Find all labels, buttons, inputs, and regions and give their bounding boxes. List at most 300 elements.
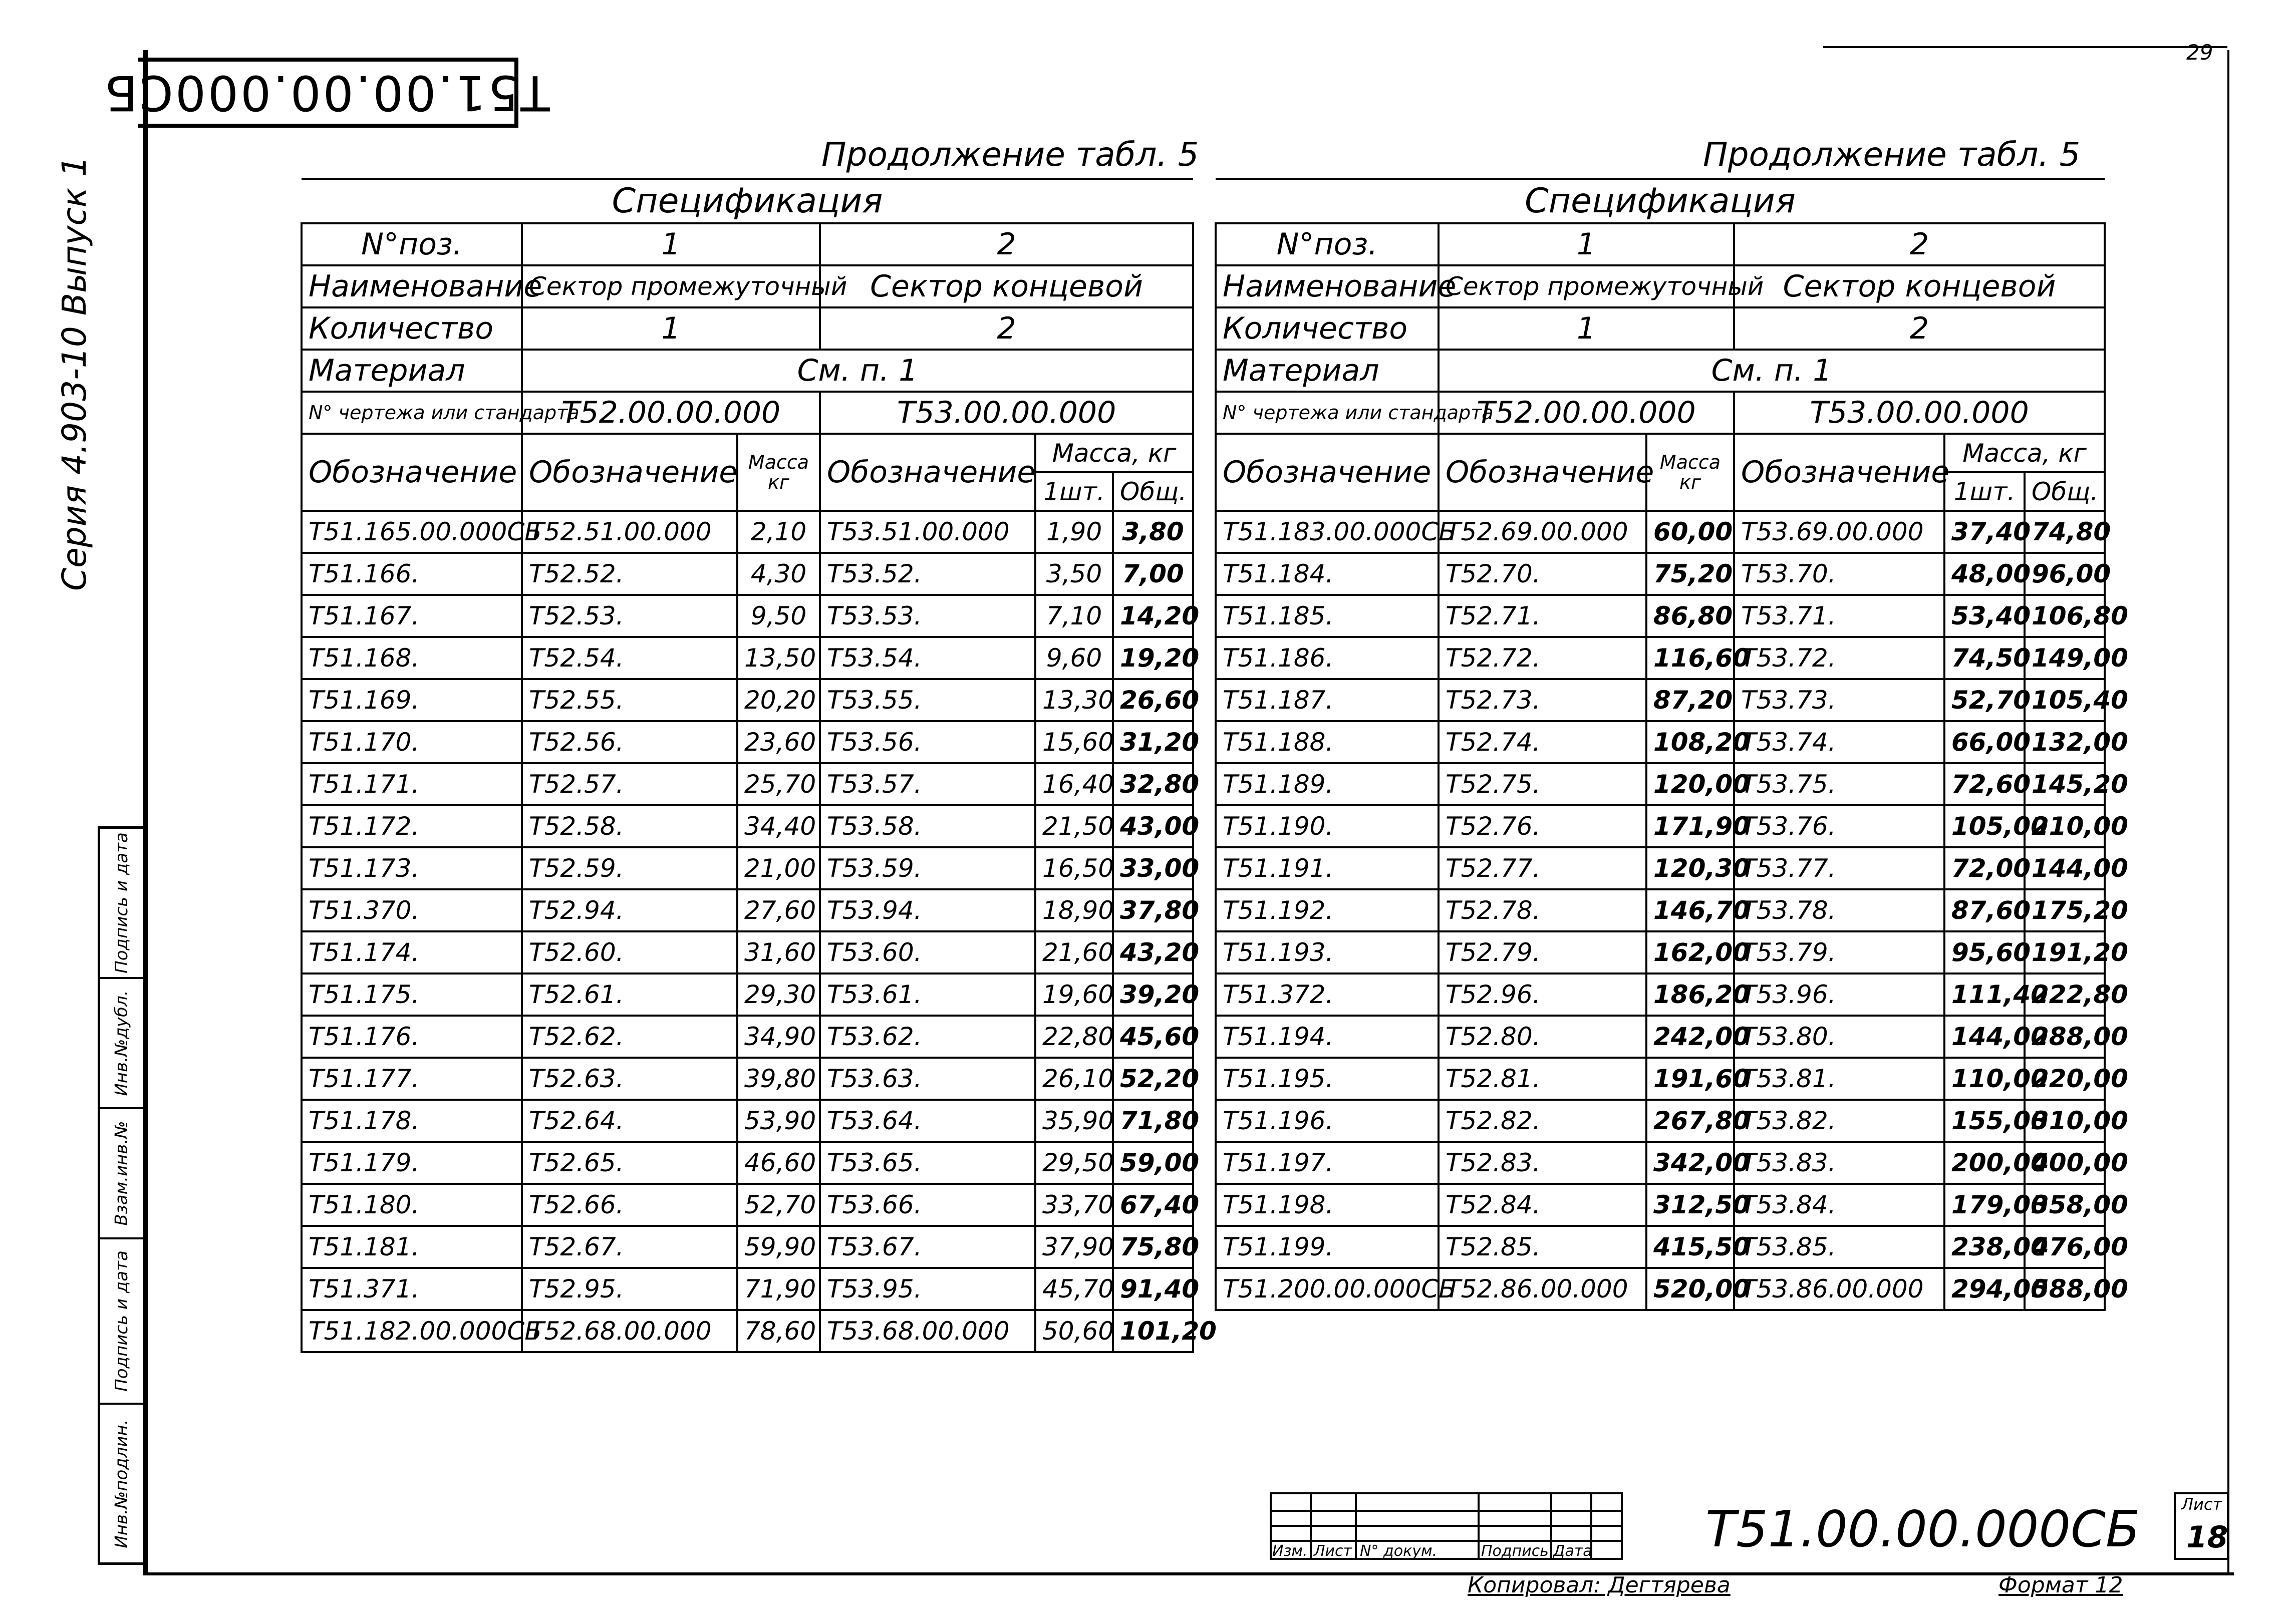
cell-oboz-1: Т52.60. bbox=[522, 931, 737, 973]
cell-oboz: Т51.184. bbox=[1216, 553, 1439, 595]
cell-mass-1: 60,00 bbox=[1646, 511, 1734, 553]
cell-oboz: Т51.167. bbox=[302, 595, 522, 637]
cell-oboz-2: Т53.70. bbox=[1734, 553, 1944, 595]
cell-oboz: Т51.166. bbox=[302, 553, 522, 595]
table-row bbox=[1216, 679, 2105, 721]
cell-oboz: Т51.188. bbox=[1216, 721, 1439, 763]
cell-oboz-2: Т53.81. bbox=[1734, 1058, 1944, 1100]
cell-oboz-2: Т53.72. bbox=[1734, 637, 1944, 679]
cell-oboz-2: Т53.57. bbox=[820, 763, 1035, 805]
cell-oboz-2: Т53.68.00.000 bbox=[820, 1310, 1035, 1352]
side-label: Подпись и дата bbox=[111, 832, 132, 973]
cell-mass-1: 312,50 bbox=[1646, 1184, 1734, 1226]
cell-mass-obsh: 310,00 bbox=[2025, 1100, 2105, 1142]
cell-mass-sht: 21,50 bbox=[1035, 805, 1113, 847]
stamp-box bbox=[102, 58, 550, 128]
cell-oboz-2: Т53.75. bbox=[1734, 763, 1944, 805]
cell-mass-sht: 19,60 bbox=[1035, 973, 1113, 1016]
cell-oboz-1: Т52.81. bbox=[1439, 1058, 1646, 1100]
cell-mass-sht: 72,60 bbox=[1944, 763, 2025, 805]
cell-oboz: Т51.168. bbox=[302, 637, 522, 679]
table-row bbox=[302, 595, 1193, 637]
cell-oboz: Т51.185. bbox=[1216, 595, 1439, 637]
row-qty-label: Количество bbox=[1216, 307, 1439, 350]
cell-mass-sht: 66,00 bbox=[1944, 721, 2025, 763]
cell-oboz: Т51.197. bbox=[1216, 1142, 1439, 1184]
row-name-1: Сектор промежуточный bbox=[1439, 265, 1734, 307]
cell-oboz-2: Т53.54. bbox=[820, 637, 1035, 679]
cell-oboz-1: Т52.79. bbox=[1439, 931, 1646, 973]
cell-mass-obsh: 400,00 bbox=[2025, 1142, 2105, 1184]
table-row bbox=[1216, 553, 2105, 595]
tb-line bbox=[1270, 1540, 1623, 1542]
cell-mass-1: 31,60 bbox=[737, 931, 820, 973]
cell-mass-1: 39,80 bbox=[737, 1058, 820, 1100]
row-pos-label: N°поз. bbox=[302, 223, 522, 265]
cell-oboz-1: Т52.73. bbox=[1439, 679, 1646, 721]
cell-oboz: Т51.196. bbox=[1216, 1100, 1439, 1142]
table-row bbox=[302, 1058, 1193, 1100]
hdr-mass-sht: 1шт. bbox=[1035, 472, 1113, 511]
cell-oboz-2: Т53.53. bbox=[820, 595, 1035, 637]
cell-oboz: Т51.198. bbox=[1216, 1184, 1439, 1226]
cell-oboz: Т51.172. bbox=[302, 805, 522, 847]
tb-line bbox=[1270, 1510, 1623, 1512]
cell-mass-1: 9,50 bbox=[737, 595, 820, 637]
cell-mass-1: 415,50 bbox=[1646, 1226, 1734, 1268]
cell-oboz-1: Т52.80. bbox=[1439, 1016, 1646, 1058]
cell-mass-obsh: 145,20 bbox=[2025, 763, 2105, 805]
cell-oboz: Т51.187. bbox=[1216, 679, 1439, 721]
cell-oboz-1: Т52.61. bbox=[522, 973, 737, 1016]
cell-mass-1: 146,70 bbox=[1646, 889, 1734, 931]
cell-mass-obsh: 96,00 bbox=[2025, 553, 2105, 595]
tb-line bbox=[1550, 1492, 1552, 1560]
sheet-number-top: 29 bbox=[2186, 40, 2213, 65]
cell-mass-1: 120,30 bbox=[1646, 847, 1734, 889]
cell-mass-obsh: 132,00 bbox=[2025, 721, 2105, 763]
cell-oboz-2: Т53.95. bbox=[820, 1268, 1035, 1310]
cell-oboz: Т51.194. bbox=[1216, 1016, 1439, 1058]
hdr-mass-1: Масса кг bbox=[737, 434, 820, 511]
cell-mass-obsh: 288,00 bbox=[2025, 1016, 2105, 1058]
cell-mass-obsh: 175,20 bbox=[2025, 889, 2105, 931]
table-row bbox=[302, 931, 1193, 973]
cell-mass-obsh: 191,20 bbox=[2025, 931, 2105, 973]
row-name-1: Сектор промежуточный bbox=[522, 265, 820, 307]
row-pos-2: 2 bbox=[1734, 223, 2105, 265]
hdr-oboz-1: Обозначение bbox=[1439, 434, 1646, 511]
cell-oboz-1: Т52.82. bbox=[1439, 1100, 1646, 1142]
cell-mass-obsh: 43,00 bbox=[1113, 805, 1193, 847]
cell-mass-obsh: 67,40 bbox=[1113, 1184, 1193, 1226]
row-drawing-1: Т52.00.00.000 bbox=[1439, 392, 1734, 434]
cell-mass-1: 13,50 bbox=[737, 637, 820, 679]
row-pos-1: 1 bbox=[522, 223, 820, 265]
table-row bbox=[302, 1310, 1193, 1352]
cell-mass-1: 34,40 bbox=[737, 805, 820, 847]
hdr-oboz: Обозначение bbox=[302, 434, 522, 511]
cell-oboz-2: Т53.85. bbox=[1734, 1226, 1944, 1268]
row-name-2: Сектор концевой bbox=[820, 265, 1193, 307]
cell-oboz-2: Т53.66. bbox=[820, 1184, 1035, 1226]
table-row bbox=[1216, 763, 2105, 805]
cell-oboz-1: Т52.84. bbox=[1439, 1184, 1646, 1226]
cell-oboz: Т51.193. bbox=[1216, 931, 1439, 973]
cell-oboz-2: Т53.58. bbox=[820, 805, 1035, 847]
cell-mass-sht: 72,00 bbox=[1944, 847, 2025, 889]
cell-oboz-2: Т53.94. bbox=[820, 889, 1035, 931]
cell-oboz: Т51.180. bbox=[302, 1184, 522, 1226]
row-material-label: Материал bbox=[1216, 350, 1439, 392]
cell-oboz-2: Т53.64. bbox=[820, 1100, 1035, 1142]
cell-mass-obsh: 106,80 bbox=[2025, 595, 2105, 637]
cell-oboz-1: Т52.70. bbox=[1439, 553, 1646, 595]
table-row bbox=[302, 1226, 1193, 1268]
cell-oboz-1: Т52.96. bbox=[1439, 973, 1646, 1016]
cell-oboz: Т51.177. bbox=[302, 1058, 522, 1100]
row-material-value: См. п. 1 bbox=[522, 350, 1193, 392]
row-drawing-1: Т52.00.00.000 bbox=[522, 392, 820, 434]
cell-mass-sht: 1,90 bbox=[1035, 511, 1113, 553]
cell-mass-1: 52,70 bbox=[737, 1184, 820, 1226]
cell-mass-obsh: 105,40 bbox=[2025, 679, 2105, 721]
table-row bbox=[302, 847, 1193, 889]
cell-oboz-1: Т52.52. bbox=[522, 553, 737, 595]
cell-oboz-2: Т53.84. bbox=[1734, 1184, 1944, 1226]
cell-mass-sht: 21,60 bbox=[1035, 931, 1113, 973]
cell-oboz-1: Т52.76. bbox=[1439, 805, 1646, 847]
cell-mass-sht: 238,00 bbox=[1944, 1226, 2025, 1268]
cell-mass-obsh: 26,60 bbox=[1113, 679, 1193, 721]
table-row bbox=[1216, 847, 2105, 889]
table-row bbox=[1216, 1142, 2105, 1184]
cell-oboz: Т51.186. bbox=[1216, 637, 1439, 679]
hdr-mass-2: Масса, кг bbox=[1035, 434, 1193, 472]
cell-mass-sht: 45,70 bbox=[1035, 1268, 1113, 1310]
cell-oboz-2: Т53.86.00.000 bbox=[1734, 1268, 1944, 1310]
side-cell-replace-inv bbox=[100, 1109, 143, 1239]
hdr-oboz-2: Обозначение bbox=[1734, 434, 1944, 511]
hdr-mass-obsh: Общ. bbox=[1113, 472, 1193, 511]
cell-mass-1: 34,90 bbox=[737, 1016, 820, 1058]
copied-by: Копировал: Дегтярева bbox=[1468, 1572, 1731, 1598]
row-qty-1: 1 bbox=[1439, 307, 1734, 350]
cell-oboz: Т51.183.00.000СБ bbox=[1216, 511, 1439, 553]
hdr-oboz-1: Обозначение bbox=[522, 434, 737, 511]
row-material-value: См. п. 1 bbox=[1439, 350, 2105, 392]
side-label: Подпись и дата bbox=[111, 1250, 132, 1392]
tb-label-izm: Изм. bbox=[1272, 1542, 1308, 1560]
hdr-mass-1: Масса кг bbox=[1646, 434, 1734, 511]
cell-oboz-1: Т52.54. bbox=[522, 637, 737, 679]
cell-mass-sht: 179,00 bbox=[1944, 1184, 2025, 1226]
cell-mass-obsh: 39,20 bbox=[1113, 973, 1193, 1016]
cell-mass-sht: 26,10 bbox=[1035, 1058, 1113, 1100]
cell-oboz-1: Т52.71. bbox=[1439, 595, 1646, 637]
cell-oboz-2: Т53.82. bbox=[1734, 1100, 1944, 1142]
cell-mass-obsh: 37,80 bbox=[1113, 889, 1193, 931]
right-spec-table bbox=[1215, 178, 2128, 1311]
left-spec-table bbox=[301, 178, 1217, 1353]
table-row bbox=[302, 805, 1193, 847]
hdr-oboz: Обозначение bbox=[1216, 434, 1439, 511]
right-continuation-label: Продолжение табл. 5 bbox=[1703, 135, 2081, 174]
tb-line bbox=[1310, 1492, 1312, 1560]
cell-mass-1: 29,30 bbox=[737, 973, 820, 1016]
title-block bbox=[1270, 1492, 2229, 1570]
sheet-label: Лист bbox=[2181, 1495, 2222, 1514]
side-label: Инв.№дубл. bbox=[111, 990, 132, 1096]
cell-mass-sht: 29,50 bbox=[1035, 1142, 1113, 1184]
cell-oboz: Т51.171. bbox=[302, 763, 522, 805]
cell-mass-obsh: 358,00 bbox=[2025, 1184, 2105, 1226]
cell-oboz: Т51.190. bbox=[1216, 805, 1439, 847]
cell-mass-sht: 53,40 bbox=[1944, 595, 2025, 637]
cell-mass-1: 108,20 bbox=[1646, 721, 1734, 763]
side-label: Инв.№подлин. bbox=[111, 1419, 132, 1548]
cell-oboz-2: Т53.65. bbox=[820, 1142, 1035, 1184]
cell-mass-sht: 87,60 bbox=[1944, 889, 2025, 931]
cell-oboz-1: Т52.85. bbox=[1439, 1226, 1646, 1268]
cell-mass-sht: 48,00 bbox=[1944, 553, 2025, 595]
cell-oboz: Т51.371. bbox=[302, 1268, 522, 1310]
cell-oboz-2: Т53.77. bbox=[1734, 847, 1944, 889]
cell-oboz: Т51.170. bbox=[302, 721, 522, 763]
table-row bbox=[1216, 1184, 2105, 1226]
cell-mass-1: 267,80 bbox=[1646, 1100, 1734, 1142]
cell-mass-sht: 110,00 bbox=[1944, 1058, 2025, 1100]
sheet-number: 18 bbox=[2186, 1520, 2228, 1555]
cell-oboz-1: Т52.51.00.000 bbox=[522, 511, 737, 553]
table-row bbox=[302, 679, 1193, 721]
table-row bbox=[302, 553, 1193, 595]
table-row bbox=[302, 1184, 1193, 1226]
side-label: Взам.инв.№ bbox=[111, 1121, 132, 1226]
cell-oboz-2: Т53.79. bbox=[1734, 931, 1944, 973]
frame-right-line bbox=[2227, 50, 2229, 1572]
cell-mass-obsh: 59,00 bbox=[1113, 1142, 1193, 1184]
cell-oboz: Т51.372. bbox=[1216, 973, 1439, 1016]
cell-oboz-2: Т53.60. bbox=[820, 931, 1035, 973]
cell-mass-1: 171,90 bbox=[1646, 805, 1734, 847]
table-row bbox=[302, 889, 1193, 931]
cell-mass-1: 242,00 bbox=[1646, 1016, 1734, 1058]
cell-oboz-1: Т52.74. bbox=[1439, 721, 1646, 763]
row-pos-1: 1 bbox=[1439, 223, 1734, 265]
row-qty-label: Количество bbox=[302, 307, 522, 350]
cell-oboz-2: Т53.63. bbox=[820, 1058, 1035, 1100]
cell-oboz-1: Т52.78. bbox=[1439, 889, 1646, 931]
cell-mass-sht: 3,50 bbox=[1035, 553, 1113, 595]
cell-oboz: Т51.200.00.000СБ bbox=[1216, 1268, 1439, 1310]
cell-oboz: Т51.189. bbox=[1216, 763, 1439, 805]
cell-mass-obsh: 75,80 bbox=[1113, 1226, 1193, 1268]
tb-line bbox=[1270, 1525, 1623, 1527]
cell-oboz-2: Т53.96. bbox=[1734, 973, 1944, 1016]
side-cell-orig-inv bbox=[100, 1405, 143, 1562]
cell-oboz: Т51.169. bbox=[302, 679, 522, 721]
tb-label-doc: N° докум. bbox=[1360, 1542, 1438, 1560]
cell-oboz-2: Т53.80. bbox=[1734, 1016, 1944, 1058]
right-title: Спецификация bbox=[1216, 179, 2105, 223]
left-title: Спецификация bbox=[302, 179, 1193, 223]
tb-line bbox=[1355, 1492, 1357, 1560]
cell-mass-obsh: 31,20 bbox=[1113, 721, 1193, 763]
table-row bbox=[1216, 637, 2105, 679]
table-row bbox=[1216, 889, 2105, 931]
cell-mass-obsh: 33,00 bbox=[1113, 847, 1193, 889]
table-row bbox=[1216, 1226, 2105, 1268]
cell-mass-sht: 155,00 bbox=[1944, 1100, 2025, 1142]
cell-mass-sht: 35,90 bbox=[1035, 1100, 1113, 1142]
table-row bbox=[302, 973, 1193, 1016]
cell-mass-1: 27,60 bbox=[737, 889, 820, 931]
cell-mass-1: 87,20 bbox=[1646, 679, 1734, 721]
cell-mass-obsh: 32,80 bbox=[1113, 763, 1193, 805]
cell-mass-sht: 52,70 bbox=[1944, 679, 2025, 721]
cell-mass-obsh: 43,20 bbox=[1113, 931, 1193, 973]
table-row bbox=[1216, 511, 2105, 553]
side-strip bbox=[98, 826, 145, 1565]
cell-oboz-1: Т52.55. bbox=[522, 679, 737, 721]
cell-mass-obsh: 14,20 bbox=[1113, 595, 1193, 637]
cell-oboz-2: Т53.83. bbox=[1734, 1142, 1944, 1184]
table-row bbox=[1216, 595, 2105, 637]
cell-oboz-2: Т53.55. bbox=[820, 679, 1035, 721]
table-row bbox=[1216, 931, 2105, 973]
cell-mass-sht: 16,50 bbox=[1035, 847, 1113, 889]
cell-mass-obsh: 52,20 bbox=[1113, 1058, 1193, 1100]
row-drawing-2: Т53.00.00.000 bbox=[1734, 392, 2105, 434]
cell-mass-obsh: 210,00 bbox=[2025, 805, 2105, 847]
cell-oboz-2: Т53.56. bbox=[820, 721, 1035, 763]
cell-mass-1: 21,00 bbox=[737, 847, 820, 889]
cell-oboz-2: Т53.51.00.000 bbox=[820, 511, 1035, 553]
cell-oboz-1: Т52.72. bbox=[1439, 637, 1646, 679]
side-cell-sign-date bbox=[100, 829, 143, 979]
cell-mass-1: 25,70 bbox=[737, 763, 820, 805]
cell-mass-obsh: 7,00 bbox=[1113, 553, 1193, 595]
row-qty-1: 1 bbox=[522, 307, 820, 350]
frame-top-line bbox=[1823, 46, 2227, 48]
hdr-mass-obsh: Общ. bbox=[2025, 472, 2105, 511]
cell-mass-obsh: 3,80 bbox=[1113, 511, 1193, 553]
cell-mass-sht: 15,60 bbox=[1035, 721, 1113, 763]
hdr-mass-sht: 1шт. bbox=[1944, 472, 2025, 511]
cell-oboz-2: Т53.62. bbox=[820, 1016, 1035, 1058]
cell-mass-sht: 74,50 bbox=[1944, 637, 2025, 679]
cell-mass-1: 59,90 bbox=[737, 1226, 820, 1268]
cell-oboz: Т51.195. bbox=[1216, 1058, 1439, 1100]
cell-oboz-2: Т53.71. bbox=[1734, 595, 1944, 637]
cell-oboz-1: Т52.94. bbox=[522, 889, 737, 931]
cell-mass-sht: 9,60 bbox=[1035, 637, 1113, 679]
cell-oboz-1: Т52.67. bbox=[522, 1226, 737, 1268]
table-row bbox=[302, 511, 1193, 553]
cell-mass-sht: 37,40 bbox=[1944, 511, 2025, 553]
table-row bbox=[1216, 973, 2105, 1016]
cell-mass-1: 53,90 bbox=[737, 1100, 820, 1142]
cell-oboz: Т51.182.00.000СБ bbox=[302, 1310, 522, 1352]
cell-oboz-1: Т52.86.00.000 bbox=[1439, 1268, 1646, 1310]
cell-mass-1: 86,80 bbox=[1646, 595, 1734, 637]
row-drawing-label: N° чертежа или стандарта bbox=[1216, 392, 1439, 434]
cell-oboz-1: Т52.57. bbox=[522, 763, 737, 805]
cell-oboz-1: Т52.95. bbox=[522, 1268, 737, 1310]
cell-oboz-1: Т52.56. bbox=[522, 721, 737, 763]
table-row bbox=[1216, 721, 2105, 763]
cell-mass-sht: 13,30 bbox=[1035, 679, 1113, 721]
cell-mass-sht: 105,00 bbox=[1944, 805, 2025, 847]
cell-oboz: Т51.175. bbox=[302, 973, 522, 1016]
cell-oboz: Т51.178. bbox=[302, 1100, 522, 1142]
cell-oboz-2: Т53.76. bbox=[1734, 805, 1944, 847]
cell-mass-obsh: 222,80 bbox=[2025, 973, 2105, 1016]
cell-mass-obsh: 149,00 bbox=[2025, 637, 2105, 679]
cell-oboz: Т51.199. bbox=[1216, 1226, 1439, 1268]
cell-oboz-1: Т52.75. bbox=[1439, 763, 1646, 805]
cell-mass-1: 116,60 bbox=[1646, 637, 1734, 679]
cell-oboz-2: Т53.67. bbox=[820, 1226, 1035, 1268]
cell-mass-sht: 111,40 bbox=[1944, 973, 2025, 1016]
table-row bbox=[1216, 1058, 2105, 1100]
cell-mass-obsh: 588,00 bbox=[2025, 1268, 2105, 1310]
row-drawing-2: Т53.00.00.000 bbox=[820, 392, 1193, 434]
series-label: Серия 4.903-10 Выпуск 1 bbox=[55, 156, 94, 591]
table-row bbox=[302, 1142, 1193, 1184]
cell-mass-1: 520,00 bbox=[1646, 1268, 1734, 1310]
cell-oboz: Т51.173. bbox=[302, 847, 522, 889]
cell-mass-1: 2,10 bbox=[737, 511, 820, 553]
cell-mass-1: 342,00 bbox=[1646, 1142, 1734, 1184]
cell-mass-1: 75,20 bbox=[1646, 553, 1734, 595]
cell-oboz-1: Т52.59. bbox=[522, 847, 737, 889]
cell-mass-1: 46,60 bbox=[737, 1142, 820, 1184]
cell-mass-1: 71,90 bbox=[737, 1268, 820, 1310]
format-label: Формат 12 bbox=[1998, 1572, 2123, 1598]
doc-number: Т51.00.00.000СБ bbox=[1705, 1500, 2140, 1558]
cell-mass-sht: 294,00 bbox=[1944, 1268, 2025, 1310]
cell-mass-obsh: 45,60 bbox=[1113, 1016, 1193, 1058]
table-row bbox=[302, 763, 1193, 805]
table-row bbox=[1216, 1100, 2105, 1142]
row-qty-2: 2 bbox=[820, 307, 1193, 350]
table-row bbox=[302, 1268, 1193, 1310]
table-row bbox=[1216, 805, 2105, 847]
cell-oboz-1: Т52.77. bbox=[1439, 847, 1646, 889]
cell-oboz-1: Т52.64. bbox=[522, 1100, 737, 1142]
cell-oboz-1: Т52.66. bbox=[522, 1184, 737, 1226]
cell-mass-sht: 50,60 bbox=[1035, 1310, 1113, 1352]
cell-mass-1: 78,60 bbox=[737, 1310, 820, 1352]
cell-oboz-2: Т53.78. bbox=[1734, 889, 1944, 931]
cell-mass-sht: 22,80 bbox=[1035, 1016, 1113, 1058]
tb-line bbox=[1478, 1492, 1480, 1560]
left-continuation-label: Продолжение табл. 5 bbox=[821, 135, 1199, 174]
cell-oboz: Т51.174. bbox=[302, 931, 522, 973]
cell-mass-obsh: 220,00 bbox=[2025, 1058, 2105, 1100]
side-cell-dup-inv bbox=[100, 979, 143, 1109]
cell-mass-1: 120,00 bbox=[1646, 763, 1734, 805]
cell-mass-1: 191,60 bbox=[1646, 1058, 1734, 1100]
cell-mass-obsh: 19,20 bbox=[1113, 637, 1193, 679]
cell-mass-obsh: 74,80 bbox=[2025, 511, 2105, 553]
table-row bbox=[302, 637, 1193, 679]
cell-oboz: Т51.370. bbox=[302, 889, 522, 931]
cell-oboz: Т51.179. bbox=[302, 1142, 522, 1184]
cell-mass-sht: 95,60 bbox=[1944, 931, 2025, 973]
